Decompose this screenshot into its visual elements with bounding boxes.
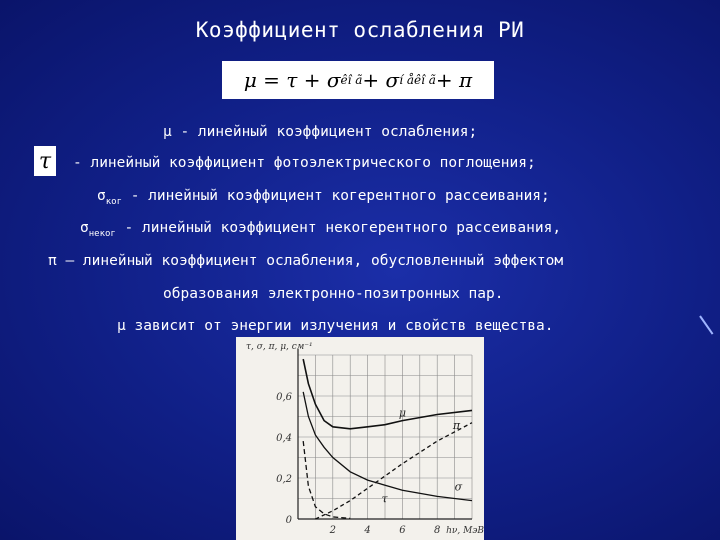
x-tick-label: 4 xyxy=(364,525,371,536)
y-axis-label: τ, σ, π, μ, см⁻¹ xyxy=(246,342,313,352)
x-tick-label: 6 xyxy=(399,525,406,536)
formula-mid: + σ xyxy=(362,68,400,92)
line-pi: π – линейный коэффициент ослабления, обусловленный эффектом xyxy=(48,253,564,269)
decorative-line xyxy=(699,315,713,334)
series-line-τ xyxy=(303,441,350,518)
tau-symbol: τ xyxy=(34,146,56,176)
line-dependence: μ зависит от энергии излучения и свойств вещества. xyxy=(117,318,554,334)
y-tick-label: 0 xyxy=(285,515,292,526)
series-line-μ xyxy=(303,359,472,429)
x-tick-label: 8 xyxy=(434,525,441,536)
formula-sub-coherent: êî ã xyxy=(340,73,363,87)
chart-svg xyxy=(236,337,484,540)
attenuation-chart xyxy=(236,337,484,540)
incoherent-text: - линейный коэффициент некогерентного рассеивания, xyxy=(115,220,562,236)
slide-title: Коэффициент ослабления РИ xyxy=(195,18,525,42)
x-tick-label: 2 xyxy=(329,525,336,536)
y-tick-label: 0,4 xyxy=(276,433,292,444)
y-tick-label: 0,6 xyxy=(276,392,292,403)
coherent-subscript: ког xyxy=(105,196,122,207)
series-label: π xyxy=(452,418,461,432)
formula-sub-incoherent: í åêî ã xyxy=(399,73,436,87)
formula-rhs: + π xyxy=(435,68,473,92)
y-tick-label: 0,2 xyxy=(276,474,292,485)
line-tau: - линейный коэффициент фотоэлектрического поглощения; xyxy=(73,155,536,171)
incoherent-subscript: неког xyxy=(88,228,116,239)
series-line-σ xyxy=(303,392,472,501)
line-pi-continued: образования электронно-позитронных пар. xyxy=(163,286,504,302)
line-mu: μ - линейный коэффициент ослабления; xyxy=(163,124,478,140)
coherent-symbol: σ xyxy=(97,188,106,204)
line-coherent xyxy=(97,188,550,207)
formula-lhs: μ = τ + σ xyxy=(243,68,341,92)
incoherent-symbol: σ xyxy=(80,220,89,236)
x-axis-label: hν, МэВ xyxy=(446,526,484,536)
attenuation-formula xyxy=(222,61,494,99)
coherent-text: - линейный коэффициент когерентного рассеивания; xyxy=(122,188,550,204)
line-incoherent xyxy=(80,220,561,239)
series-label: μ xyxy=(398,406,407,420)
series-label: σ xyxy=(454,480,463,494)
series-label: τ xyxy=(381,492,388,506)
